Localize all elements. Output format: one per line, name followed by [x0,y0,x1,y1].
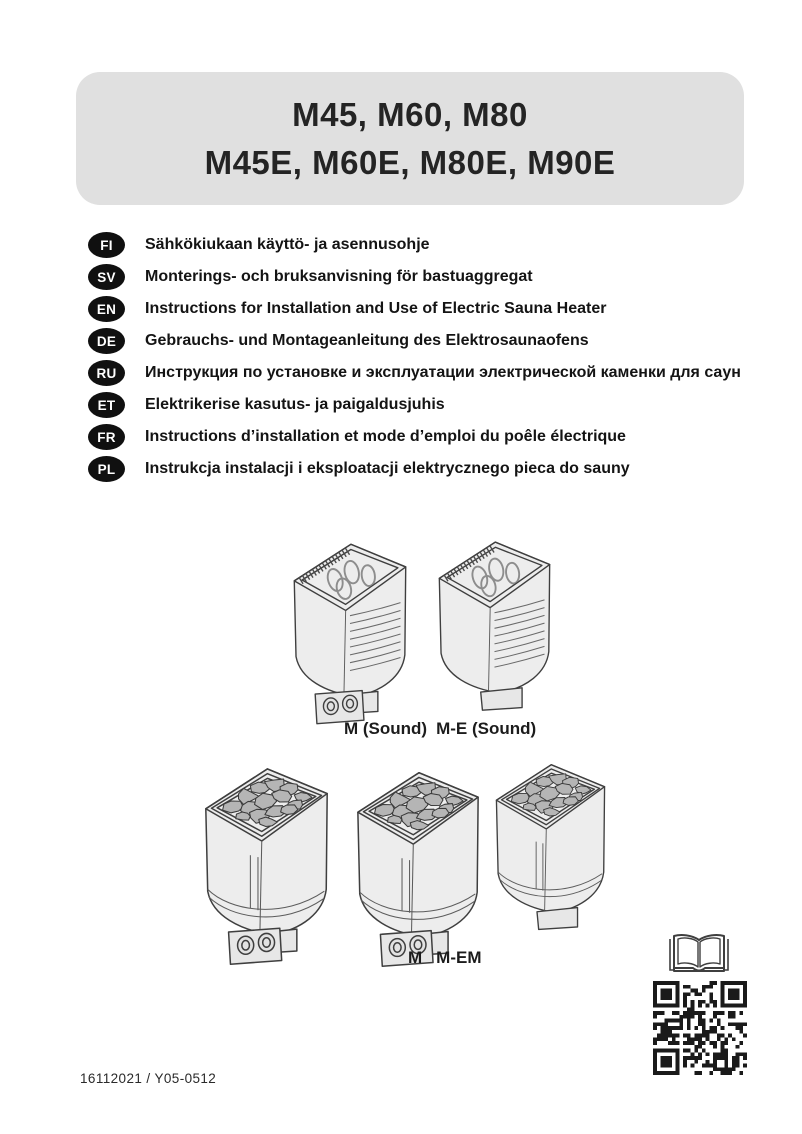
language-badge-sv: SV [88,264,125,290]
language-row-de [88,328,748,354]
label-mem: M-EM [436,948,482,967]
language-row-ru [88,360,748,386]
language-title-sv: Monterings- och bruksanvisning för bastuaggregat [145,268,533,285]
label-m-sound: M (Sound) [344,719,428,738]
top-figures-label [344,719,536,739]
language-row-fr [88,424,748,450]
qr-code-icon [653,981,747,1075]
language-badge-ru: RU [88,360,125,386]
page-title-models: M45, M60, M80 [292,96,528,133]
language-row-fi [88,232,748,258]
language-title-en: Instructions for Installation and Use of Electric Sauna Heater [145,300,607,317]
open-book-icon [667,927,731,977]
page-title-models-e: M45E, M60E, M80E, M90E [204,144,616,181]
document-code: 16112021 / Y05-0512 [80,1071,217,1086]
language-badge-et: ET [88,392,125,418]
language-row-pl [88,456,748,482]
language-badge-fi: FI [88,232,125,258]
heater-me-figure [477,747,624,943]
label-m: M [408,948,423,967]
language-title-de: Gebrauchs- und Montageanleitung des Elektrosaunaofens [145,332,589,349]
language-badge-pl: PL [88,456,125,482]
language-row-en [88,296,748,322]
language-title-fr: Instructions d’installation et mode d’emploi du poêle électrique [145,428,626,445]
heater-m-sound-figure [277,526,423,728]
heater-m-figure [195,749,338,969]
language-list [88,232,748,488]
label-me-sound: M-E (Sound) [436,719,537,738]
language-title-pl: Instrukcja instalacji i eksploatacji elektrycznego pieca do sauny [145,460,630,477]
bottom-figures-label [408,948,482,968]
heater-mem-figure [344,753,492,971]
heater-me-sound-figure [421,524,568,724]
language-badge-en: EN [88,296,125,322]
language-title-fi: Sähkökiukaan käyttö- ja asennusohje [145,236,430,253]
language-badge-fr: FR [88,424,125,450]
language-title-et: Elektrikerise kasutus- ja paigaldusjuhis [145,396,445,413]
language-badge-de: DE [88,328,125,354]
title-box [76,72,744,205]
language-row-sv [88,264,748,290]
language-row-et [88,392,748,418]
language-title-ru: Инструкция по установке и эксплуатации электрической каменки для саун [145,364,741,381]
